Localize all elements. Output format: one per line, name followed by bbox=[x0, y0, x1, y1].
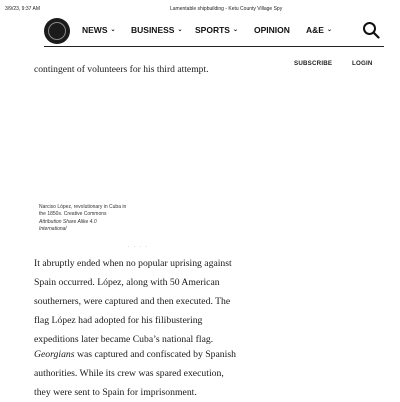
paragraph-line bbox=[34, 345, 354, 364]
paragraph-line: flag López had adopted for his filibustering bbox=[34, 315, 203, 326]
caption-line: Attribution Share Alike 4.0 bbox=[39, 218, 97, 225]
account-links bbox=[0, 60, 400, 72]
print-page-title: Lamentable shipbuilding - Ketu County Village Spy bbox=[170, 6, 283, 12]
caption-line: International bbox=[39, 226, 67, 233]
chevron-down-icon: ⌄ bbox=[232, 26, 238, 33]
nav-item-ae[interactable] bbox=[306, 25, 332, 35]
article-partial-line: contingent of volunteers for his third attempt. bbox=[34, 64, 209, 75]
nav-item-business[interactable] bbox=[131, 25, 183, 35]
chevron-down-icon: ⌄ bbox=[110, 26, 116, 33]
article-paragraph bbox=[34, 345, 354, 402]
site-logo[interactable] bbox=[44, 18, 70, 44]
caption-divider: . . . . bbox=[128, 243, 149, 249]
image-caption bbox=[39, 204, 159, 234]
chevron-down-icon: ⌄ bbox=[326, 26, 332, 33]
article-paragraph bbox=[34, 254, 354, 349]
nav-item-label: SPORTS bbox=[195, 25, 230, 35]
nav-item-label: A&E bbox=[306, 25, 324, 35]
main-nav bbox=[0, 18, 400, 46]
login-link[interactable]: LOGIN bbox=[352, 60, 373, 67]
print-header bbox=[0, 0, 400, 14]
subscribe-link[interactable]: SUBSCRIBE bbox=[294, 60, 333, 67]
paragraph-text: was captured and confiscated by Spanish bbox=[74, 349, 236, 360]
paragraph-line: southerners, were captured and then executed. The bbox=[34, 296, 231, 307]
nav-divider bbox=[44, 46, 384, 47]
nav-item-news[interactable] bbox=[82, 25, 116, 35]
circle-logo-icon bbox=[48, 22, 66, 40]
caption-line: the 1850s. Creative Commons bbox=[39, 211, 107, 218]
paragraph-line: It abruptly ended when no popular uprising against bbox=[34, 258, 232, 269]
nav-item-label: BUSINESS bbox=[131, 25, 175, 35]
search-icon[interactable] bbox=[362, 21, 380, 39]
print-date: 3/9/23, 9:37 AM bbox=[5, 6, 41, 12]
nav-item-label: OPINION bbox=[254, 25, 290, 35]
paragraph-line: authorities. While its crew was spared execution, bbox=[34, 368, 224, 379]
paragraph-line: Spain occurred. López, along with 50 American bbox=[34, 277, 220, 288]
nav-item-sports[interactable] bbox=[195, 25, 238, 35]
nav-item-label: NEWS bbox=[82, 25, 108, 35]
nav-item-opinion[interactable] bbox=[254, 25, 290, 35]
chevron-down-icon: ⌄ bbox=[177, 26, 183, 33]
ship-name: Georgians bbox=[34, 349, 75, 360]
caption-line: Narciso López, revolutionary in Cuba in bbox=[39, 204, 127, 210]
paragraph-line: they were sent to Spain for imprisonment. bbox=[34, 387, 197, 398]
paragraph-line: expeditions later became Cuba’s national flag. bbox=[34, 334, 214, 345]
